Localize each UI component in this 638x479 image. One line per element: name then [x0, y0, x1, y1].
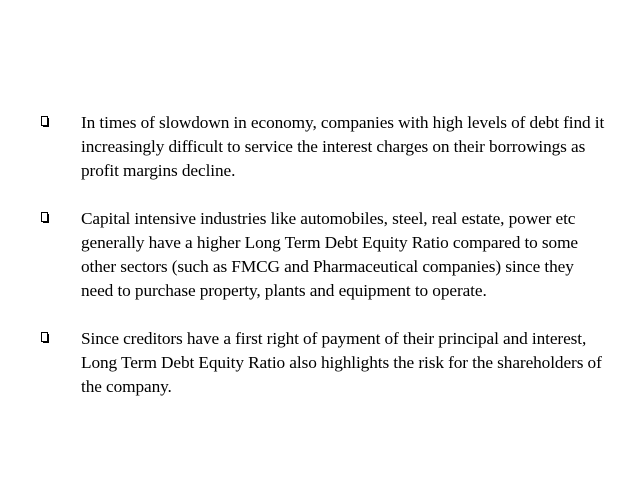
bullet-text: Capital intensive industries like automobiles, steel, real estate, power etc generally have a higher Long Term Debt Equity Ratio compared to some other sectors (such as FMCG and Pharmaceutical companies) since they need to purchase property, plants and equipment to operate. — [81, 209, 578, 300]
bullet-item-2 — [36, 207, 606, 303]
bullet-item-1 — [36, 111, 606, 183]
bullet-text: In times of slowdown in economy, companies with high levels of debt find it increasingly difficult to service the interest charges on their borrowings as profit margins decline. — [81, 113, 605, 180]
bullet-item-3 — [36, 327, 606, 399]
hollow-square-bullet-icon — [40, 115, 50, 129]
bullet-text: Since creditors have a first right of payment of their principal and interest, Long Term Debt Equity Ratio also highlights the risk for the shareholders of the company. — [81, 329, 602, 396]
bullet-list — [36, 111, 606, 399]
hollow-square-bullet-icon — [40, 211, 50, 225]
hollow-square-bullet-icon — [40, 331, 50, 345]
